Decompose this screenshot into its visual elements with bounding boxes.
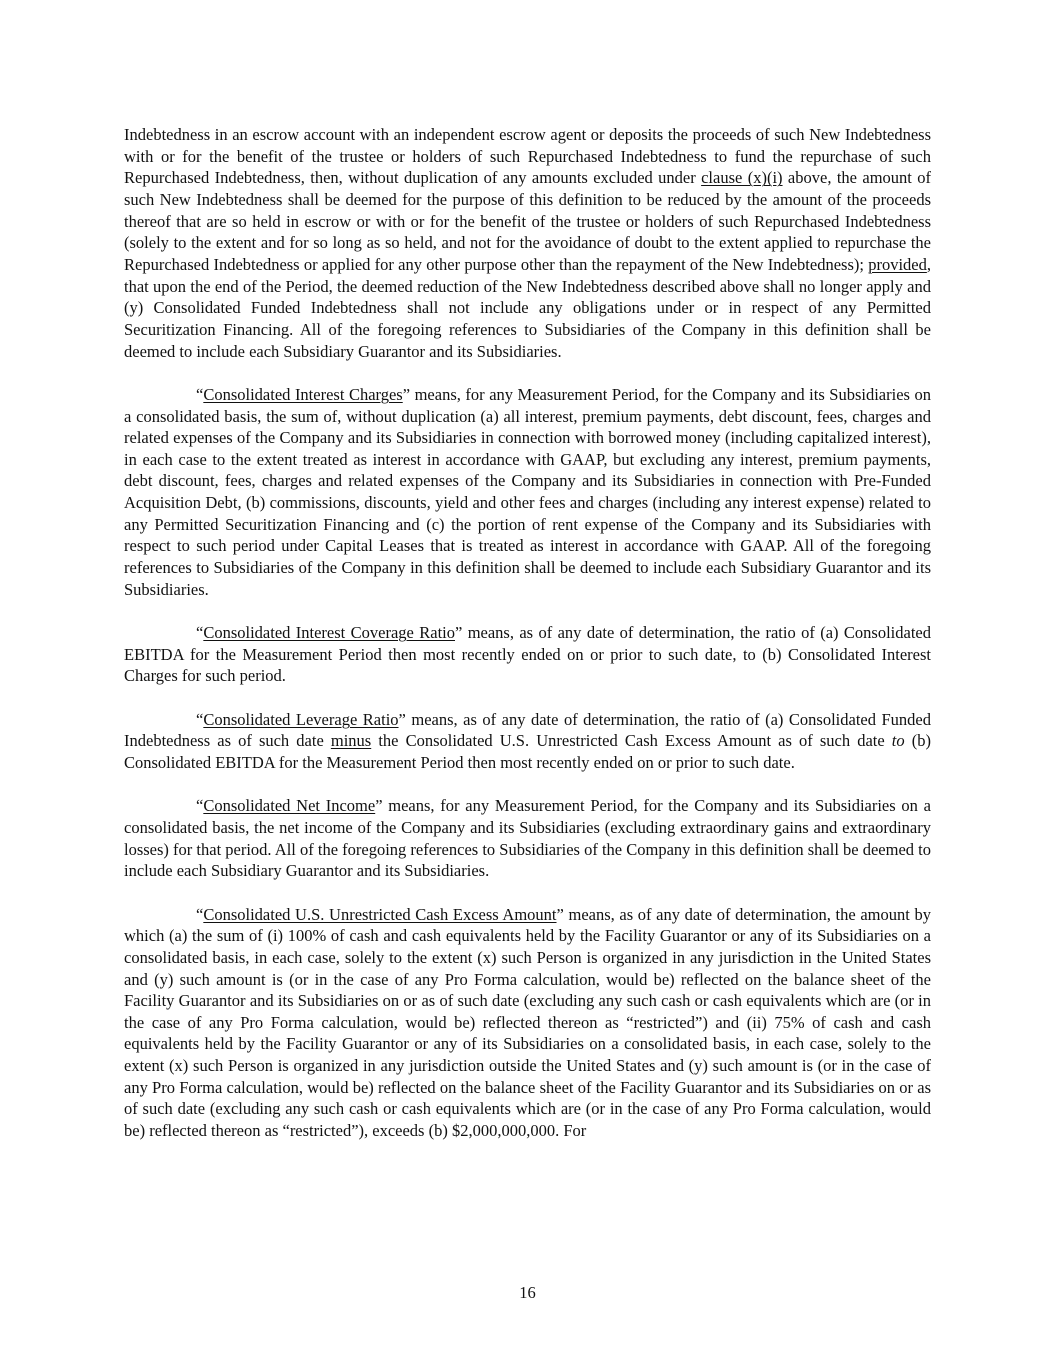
defined-term: Consolidated Interest Charges xyxy=(203,384,403,404)
text-run: Indebtedness in an escrow account with an independent escrow agent or deposits the proceeds of such New Indebtedness with or for the benefit of the trustee or holders of such Repurchased Indebtedness to fund the repurchase of such Repurchased Indebtedness, then, without duplication of any amounts excluded under xyxy=(124,125,931,188)
open-quote: “ xyxy=(196,384,204,404)
definition-text: ” means, for any Measurement Period, for the Company and its Subsidiaries on a consolidated basis, the net income of the Company and its Subsidiaries (excluding extraordinary gains and extraordinary losses) for that period. All of the foregoing references to Subsidiaries of the Company in this definition shall be deemed to include each Subsidiary Guarantor and its Subsidiaries. xyxy=(124,796,931,881)
open-quote: “ xyxy=(196,904,204,924)
definition-consolidated-interest-coverage-ratio xyxy=(124,622,931,687)
minus-term: minus xyxy=(330,731,372,751)
definition-text: ” means, as of any date of determination, the amount by which (a) the sum of (i) 100% of cash and cash equivalents held by the Facility Guarantor or any of its Subsidiaries on a consolidated basis, in each case, solely to the extent (x) such Person is organized in any jurisdiction in the United States and (y) such amount is (or in the case of any Pro Forma calculation, would be) reflected on the balance sheet of the Facility Guarantor and its Subsidiaries on or as of such date (excluding any such cash or cash equivalents which are (or in the case of any Pro Forma calculation, would be) reflected thereon as “restricted”) and (ii) 75% of cash and cash equivalents held by the Facility Guarantor or any of its Subsidiaries on a consolidated basis, in each case, solely to the extent (x) such Person is organized in any jurisdiction outside the United States and (y) such amount is (or in the case of any Pro Forma calculation, would be) reflected on the balance sheet of the Facility Guarantor and its Subsidiaries on or as of such date (excluding any such cash or cash equivalents which are (or in the case of any Pro Forma calculation, would be) reflected thereon as “restricted”), exceeds (b) $2,000,000,000. For xyxy=(124,904,931,1141)
text-run: , that upon the end of the Period, the deemed reduction of the New Indebtedness described above shall no longer apply and (y) Consolidated Funded Indebtedness shall not include any obligations under or in respect of any Permitted Securitization Financing. All of the foregoing references to Subsidiaries of the Company in this definition shall be deemed to include each Subsidiary Guarantor and its Subsidiaries. xyxy=(124,254,931,361)
definition-consolidated-us-unrestricted-cash-excess-amount xyxy=(124,904,931,1142)
open-quote: “ xyxy=(196,709,204,729)
clause-reference: clause (x)(i) xyxy=(701,168,783,188)
provided-term: provided xyxy=(868,254,927,274)
defined-term: Consolidated Net Income xyxy=(203,796,376,816)
to-term: to xyxy=(891,731,905,751)
definition-text: ” means, for any Measurement Period, for the Company and its Subsidiaries on a consolidated basis, the sum of, without duplication (a) all interest, premium payments, debt discount, fees, charges and related expenses of the Company and its Subsidiaries in connection with borrowed money (including capitalized interest), in each case to the extent treated as interest in accordance with GAAP, but excluding any interest, premium payments, debt discount, fees, charges and related expenses of the Company and its Subsidiaries in connection with Pre-Funded Acquisition Debt, (b) commissions, discounts, yield and other fees and charges (including any interest expense) related to any Permitted Securitization Financing and (c) the portion of rent expense of the Company and its Subsidiaries with respect to such period under Capital Leases that is treated as interest in accordance with GAAP. All of the foregoing references to Subsidiaries of the Company in this definition shall be deemed to include each Subsidiary Guarantor and its Subsidiaries. xyxy=(124,384,931,599)
definition-text: ” means, as of any date of determination, the ratio of (a) Consolidated Funded Indebtedness as of such date xyxy=(124,709,931,751)
defined-term: Consolidated U.S. Unrestricted Cash Excess Amount xyxy=(203,904,557,924)
definition-text: the Consolidated U.S. Unrestricted Cash Excess Amount as of such date xyxy=(371,731,892,751)
open-quote: “ xyxy=(196,796,204,816)
definition-consolidated-leverage-ratio xyxy=(124,709,931,774)
definition-consolidated-net-income xyxy=(124,795,931,882)
text-run: above, the amount of such New Indebtedness shall be deemed for the purpose of this definition to be reduced by the amount of the proceeds thereof that are so held in escrow or with or for the benefit of the trustee or holders of such Repurchased Indebtedness (solely to the extent and for so long as so held, and not for the avoidance of doubt to the extent applied to repurchase the Repurchased Indebtedness or applied for any other purpose other than the repayment of the New Indebtedness); xyxy=(124,168,931,274)
paragraph-continuation xyxy=(124,124,931,362)
definition-text: (b) Consolidated EBITDA for the Measurement Period then most recently ended on or prior to such date. xyxy=(124,731,931,772)
defined-term: Consolidated Leverage Ratio xyxy=(203,709,399,729)
definition-consolidated-interest-charges xyxy=(124,384,931,601)
definition-text: ” means, as of any date of determination, the ratio of (a) Consolidated EBITDA for the Measurement Period then most recently ended on or prior to such date, to (b) Consolidated Interest Charges for such period. xyxy=(124,623,931,686)
document-body xyxy=(124,124,931,1142)
defined-term: Consolidated Interest Coverage Ratio xyxy=(203,623,455,643)
open-quote: “ xyxy=(196,623,204,643)
page-number: 16 xyxy=(519,1283,536,1302)
